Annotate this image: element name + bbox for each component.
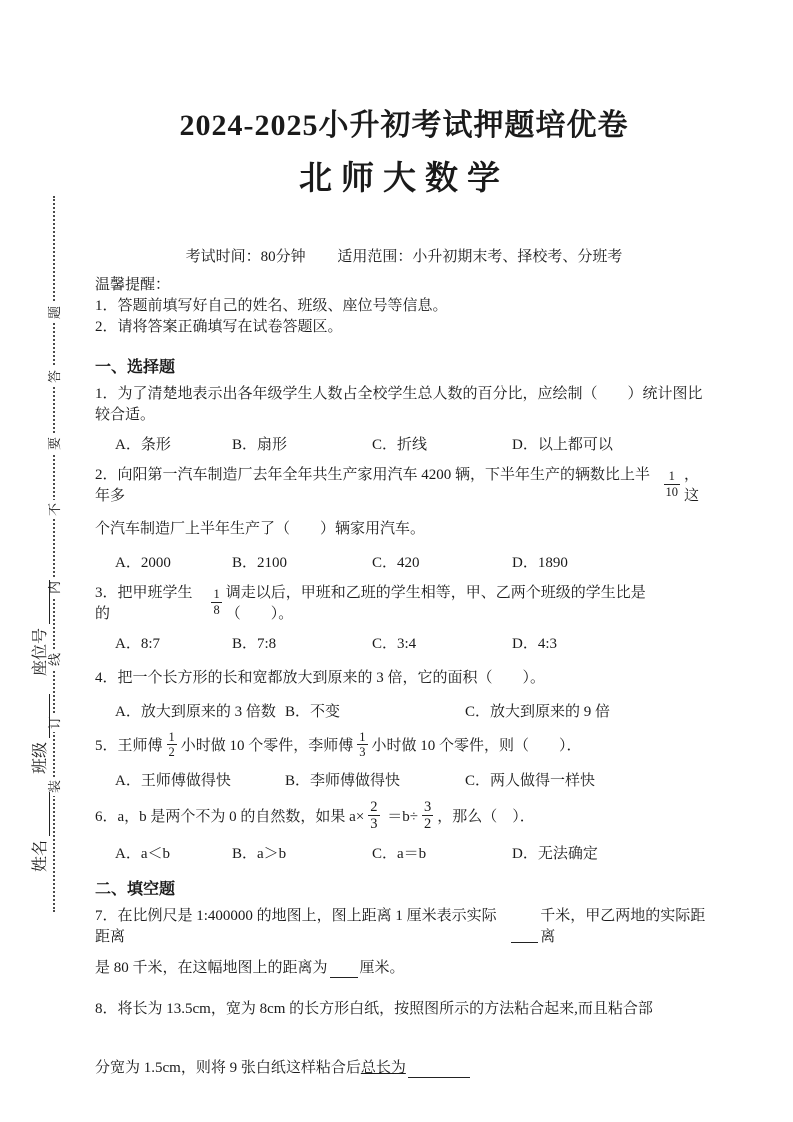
question <box>95 799 713 863</box>
answer-option: B．2100 <box>232 555 288 571</box>
options-row <box>95 769 713 790</box>
exam-meta <box>95 245 713 266</box>
question-text: 6．a，b 是两个不为 0 的自然数，如果 a× <box>95 809 365 826</box>
answer-option: B．7:8 <box>232 636 277 652</box>
question-line <box>95 1052 713 1081</box>
reminder-title: 温馨提醒： <box>95 277 171 293</box>
reminder-item-2: 2．请将答案正确填写在试卷答题区。 <box>95 319 343 335</box>
answer-option: A．王师傅做得快 <box>115 772 231 789</box>
student-field-blank <box>33 792 50 836</box>
answer-option: C．两人做得一样快 <box>465 772 596 789</box>
question-line <box>95 993 713 1022</box>
answer-option: C．折线 <box>372 437 428 453</box>
fraction-denominator: 3 <box>359 745 366 760</box>
question-text: 小时做 10 个零件，李师傅 <box>180 738 354 755</box>
student-field-label: 班级 <box>32 741 49 774</box>
binding-char: 装 <box>45 777 64 796</box>
question-text: 3．把甲班学生的 <box>95 585 193 622</box>
student-field-label: 姓名 <box>32 839 49 872</box>
fraction-numerator: 1 <box>359 730 366 744</box>
binding-char: 题 <box>45 303 64 322</box>
question-text: 厘米。 <box>359 960 405 977</box>
reminder-item-1: 1．答题前填写好自己的姓名、班级、座位号等信息。 <box>95 298 448 314</box>
fraction-denominator: 10 <box>665 484 679 499</box>
question-text: 个汽车制造厂上半年生产了（ ）辆家用汽车。 <box>95 521 426 537</box>
blank-underline <box>408 1062 470 1078</box>
section-heading: 一、选择题 <box>95 359 176 376</box>
answer-option: D．无法确定 <box>512 846 598 863</box>
fraction-numerator: 1 <box>168 730 175 744</box>
fraction-numerator: 3 <box>424 798 432 815</box>
question-text: 小时做 10 个零件，则（ ）． <box>371 738 582 755</box>
fraction-denominator: 8 <box>213 602 220 617</box>
fraction-numerator: 2 <box>370 798 378 815</box>
binding-char: 内 <box>45 578 64 597</box>
reminder-block <box>95 275 713 338</box>
answer-option: A．2000 <box>115 555 171 571</box>
binding-char: 订 <box>45 713 64 732</box>
fraction <box>167 730 177 760</box>
question-text: 5．王师傅 <box>95 738 163 755</box>
question-text: ，这 <box>684 467 700 504</box>
fraction <box>368 799 379 833</box>
options-row <box>95 551 713 572</box>
question-line <box>95 513 713 542</box>
question-line <box>95 662 713 691</box>
question-text: 7．在比例尺是 1:400000 的地图上，图上距离 1 厘米表示实际距离 <box>95 908 497 946</box>
options-row <box>95 632 713 653</box>
question <box>95 662 713 721</box>
answer-option: D．以上都可以 <box>512 437 613 453</box>
fraction-denominator: 2 <box>424 816 432 833</box>
options-row <box>95 433 713 454</box>
options-row <box>95 700 713 721</box>
section-heading: 二、填空题 <box>95 881 176 899</box>
answer-option: A．条形 <box>115 437 171 453</box>
question-line <box>95 581 713 623</box>
student-field-blank <box>33 580 50 624</box>
answer-option: C．420 <box>372 555 420 571</box>
question-line <box>95 463 713 505</box>
binding-char: 答 <box>45 367 64 386</box>
question-text: 2．向阳第一汽车制造厂去年全年共生产家用汽车 4200 辆，下半年生产的辆数比上半年多 <box>95 467 651 504</box>
binding-char: 线 <box>45 650 64 669</box>
blank-underline <box>511 927 538 943</box>
question <box>95 904 713 981</box>
answer-option: B．a＞b <box>232 846 287 863</box>
answer-option: B．扇形 <box>232 437 288 453</box>
paper-content <box>95 88 713 1084</box>
answer-option: A．8:7 <box>115 636 161 652</box>
binding-char: 要 <box>45 434 64 453</box>
fraction <box>211 587 221 617</box>
question <box>95 993 713 1081</box>
question-line <box>95 730 713 760</box>
question-text: 4．把一个长方形的长和宽都放大到原来的 3 倍，它的面积（ ）。 <box>95 670 546 686</box>
question-text: 是 80 千米，在这幅地图上的距离为 <box>95 960 328 977</box>
student-info-strip <box>27 566 50 872</box>
question-line <box>95 904 713 946</box>
question-text: ，那么（ ）． <box>437 809 535 826</box>
question <box>95 730 713 790</box>
answer-option: A．放大到原来的 3 倍数 <box>115 704 276 720</box>
student-field-label: 座位号 <box>32 627 49 676</box>
fraction-denominator: 3 <box>370 816 378 833</box>
fraction-denominator: 2 <box>168 745 175 760</box>
answer-option: B．不变 <box>285 704 341 720</box>
question-line <box>95 382 713 424</box>
question-sections <box>95 354 713 1081</box>
student-field-blank <box>33 694 50 738</box>
answer-option: C．a＝b <box>372 846 427 863</box>
blank-underline <box>330 962 358 978</box>
question-text: 调走以后，甲班和乙班的学生相等，甲、乙两个班级的学生比是（ ）。 <box>225 585 646 622</box>
paper-subtitle: 北师大数学 <box>299 161 509 197</box>
question <box>95 382 713 454</box>
question <box>95 463 713 572</box>
fraction <box>357 730 367 760</box>
question <box>95 581 713 653</box>
fraction-numerator: 1 <box>213 587 220 602</box>
answer-option: C．3:4 <box>372 636 417 652</box>
fraction <box>664 469 681 499</box>
exam-scope: 适用范围：小升初期末考、择校考、分班考 <box>337 249 623 265</box>
binding-char: 不 <box>45 500 64 519</box>
answer-option: A．a＜b <box>115 846 170 863</box>
section <box>95 876 713 1081</box>
underlined-text: 总长为 <box>360 1060 406 1077</box>
question-text: 千米，甲乙两地的实际距离 <box>540 908 706 946</box>
question-text: 分宽为 1.5cm，则将 9 张白纸这样粘合后 <box>95 1060 361 1077</box>
section <box>95 354 713 863</box>
question-text: 1．为了清楚地表示出各年级学生人数占全校学生总人数的百分比，应绘制（ ）统计图比较合适。 <box>95 386 703 423</box>
fraction-numerator: 1 <box>668 469 675 484</box>
question-text: ＝b÷ <box>383 809 419 826</box>
answer-option: C．放大到原来的 9 倍 <box>465 704 611 720</box>
question-line <box>95 952 713 981</box>
fraction <box>422 799 433 833</box>
answer-option: D．4:3 <box>512 636 558 652</box>
answer-option: D．1890 <box>512 555 568 571</box>
paper-title: 2024-2025小升初考试押题培优卷 <box>179 109 629 142</box>
exam-time: 考试时间：80分钟 <box>185 249 306 265</box>
options-row <box>95 842 713 863</box>
question-text: 8．将长为 13.5cm，宽为 8cm 的长方形白纸，按照图所示的方法粘合起来,而且粘合部 <box>95 1001 653 1018</box>
question-line <box>95 799 713 833</box>
answer-option: B．李师傅做得快 <box>285 772 401 789</box>
